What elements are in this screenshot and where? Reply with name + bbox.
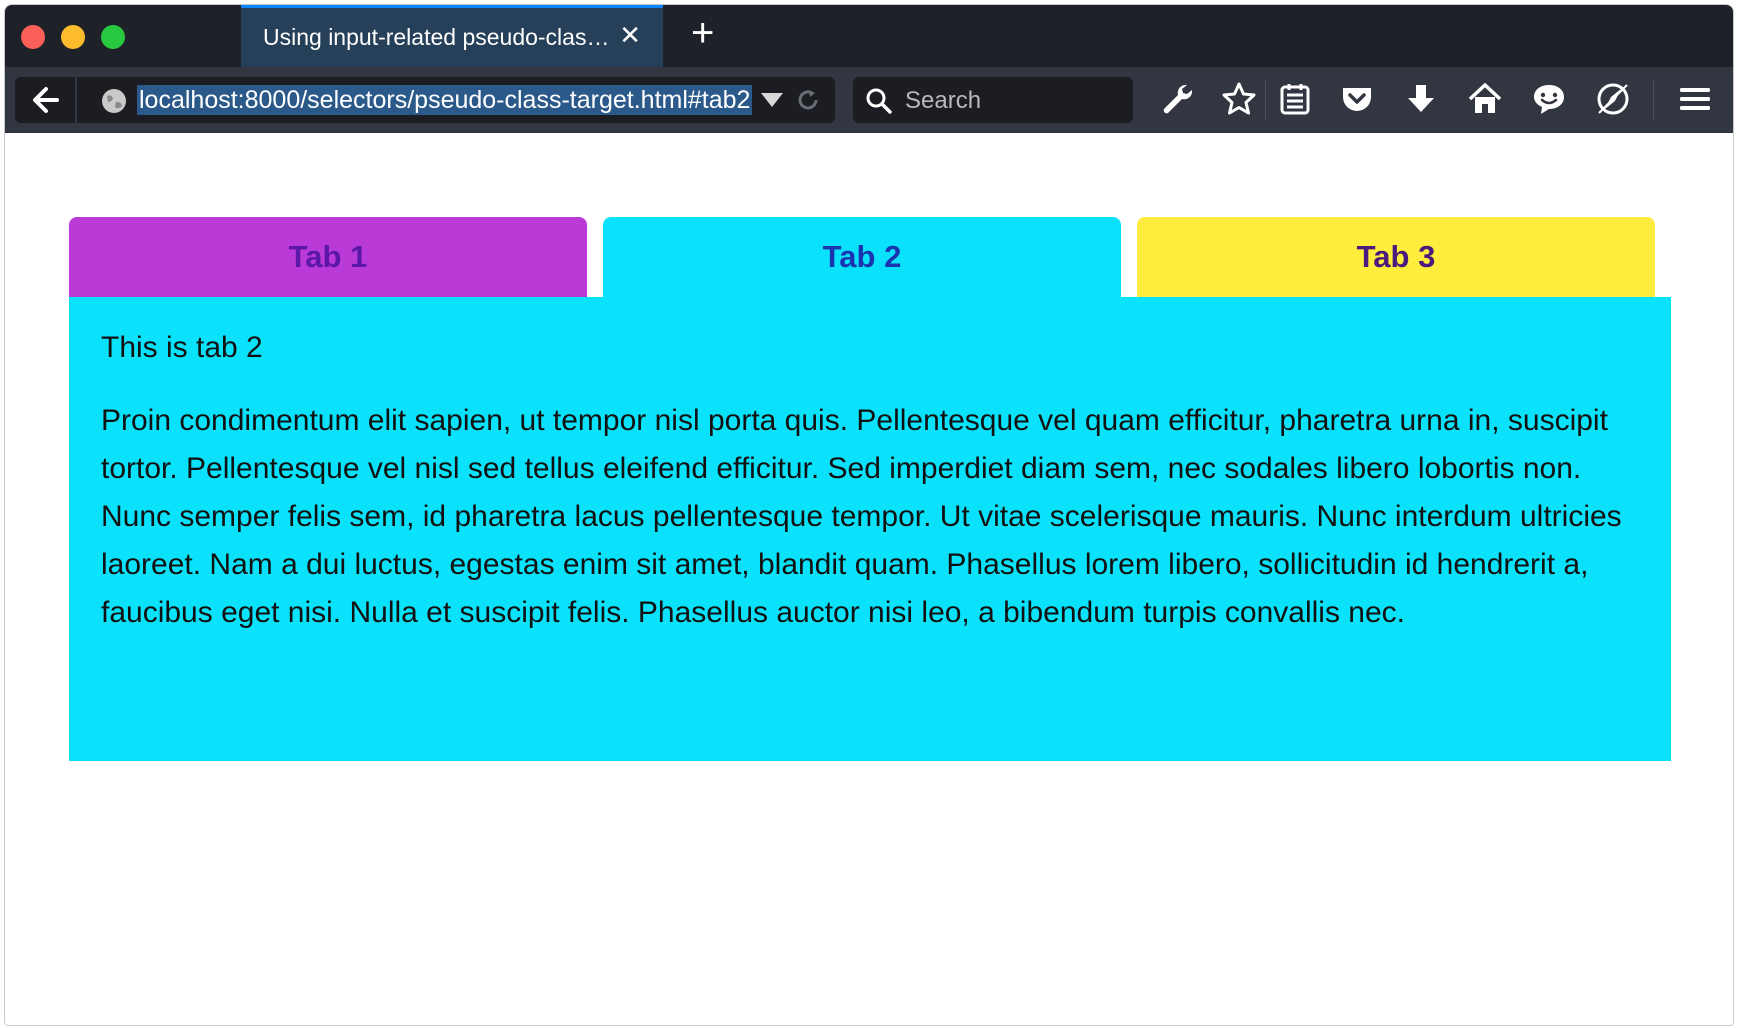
compass-icon[interactable]	[1595, 81, 1631, 117]
close-window-button[interactable]	[21, 25, 45, 49]
wrench-icon[interactable]	[1159, 81, 1195, 117]
tab-close-icon[interactable]: ✕	[619, 20, 641, 50]
search-input[interactable]	[903, 77, 1127, 125]
reload-icon[interactable]	[795, 87, 821, 113]
home-icon[interactable]	[1467, 81, 1503, 117]
minimize-window-button[interactable]	[61, 25, 85, 49]
back-button[interactable]	[15, 77, 75, 123]
tab-3[interactable]: Tab 3	[1137, 217, 1655, 297]
dropdown-icon[interactable]	[761, 93, 783, 107]
tab-panel	[69, 297, 1671, 761]
browser-tab-title: Using input-related pseudo-clas…	[263, 24, 610, 50]
search-bar[interactable]	[853, 77, 1133, 123]
pocket-icon[interactable]	[1339, 81, 1375, 117]
new-tab-button[interactable]: +	[691, 11, 715, 55]
browser-window	[4, 4, 1734, 1026]
reading-list-icon[interactable]	[1277, 81, 1313, 117]
panel-body-text: Proin condimentum elit sapien, ut tempor nisl porta quis. Pellentesque vel quam efficitur, pharetra urna in, suscipit tortor. Pellentesque vel nisl sed tellus eleifend efficitur. Sed imperdiet diam sem, nec sodales libero lobortis non. Nunc semper felis sem, id pharetra lacus pellentesque tempor. Ut vitae scelerisque mauris. Nunc interdum ultricies laoreet. Nam a dui luctus, egestas enim sit amet, blandit quam. Phasellus lorem libero, sollicitudin id hendrerit a, faucibus eget nisi. Nulla et suscipit felis. Phasellus auctor nisi leo, a bibendum turpis convallis nec.	[101, 404, 1622, 629]
back-arrow-icon	[30, 85, 60, 115]
tab-2[interactable]: Tab 2	[603, 217, 1121, 297]
star-icon[interactable]	[1221, 81, 1257, 117]
browser-tab-active[interactable]	[241, 5, 663, 67]
tab-strip	[5, 5, 1733, 67]
browser-toolbar	[5, 67, 1733, 133]
page-content	[5, 133, 1733, 1025]
hamburger-menu-icon[interactable]	[1677, 81, 1713, 117]
url-bar[interactable]	[77, 77, 835, 123]
panel-title: This is tab 2	[101, 331, 263, 364]
download-icon[interactable]	[1403, 81, 1439, 117]
toolbar-separator	[1265, 79, 1266, 121]
zoom-window-button[interactable]	[101, 25, 125, 49]
toolbar-separator	[1653, 79, 1654, 121]
tab-1[interactable]: Tab 1	[69, 217, 587, 297]
globe-icon	[101, 88, 127, 114]
url-text[interactable]: localhost:8000/selectors/pseudo-class-target.html#tab2	[139, 86, 751, 114]
chat-icon[interactable]	[1531, 81, 1567, 117]
search-icon	[865, 87, 893, 115]
